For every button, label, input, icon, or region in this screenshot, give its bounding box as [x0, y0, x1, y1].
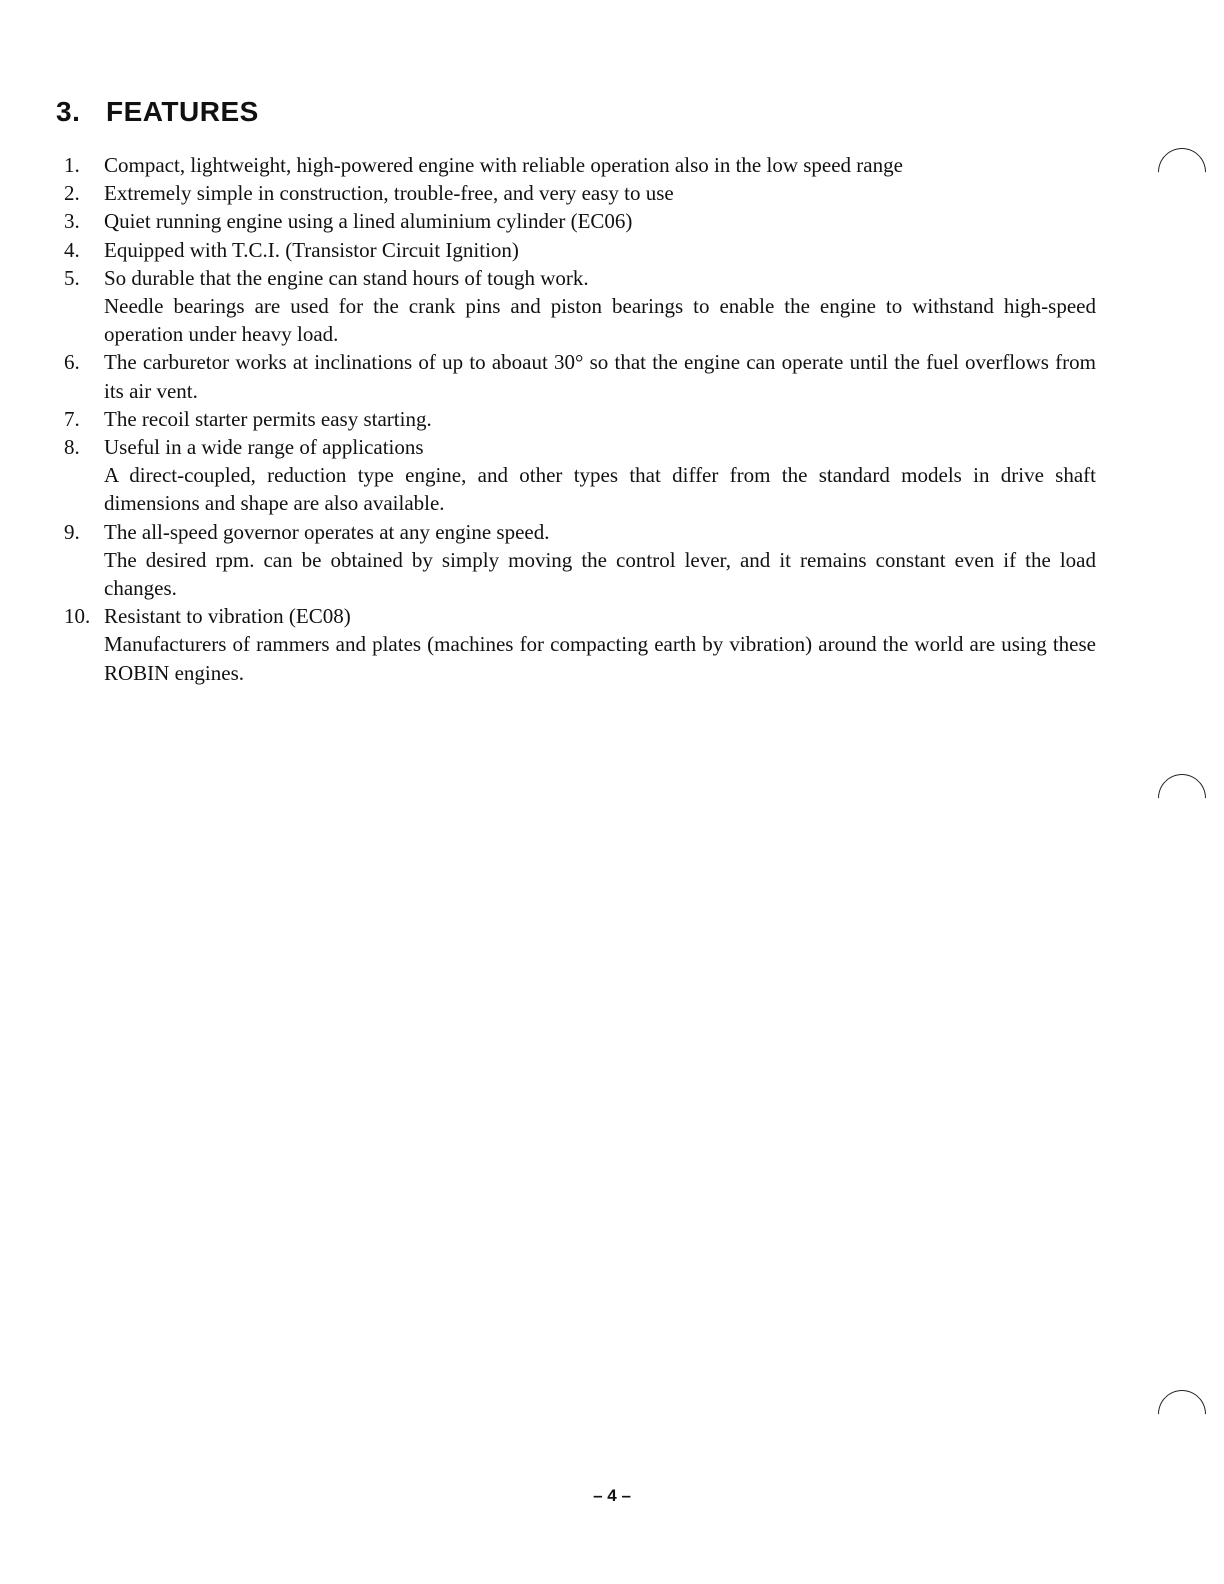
punch-hole-mark — [1148, 1380, 1216, 1448]
feature-detail: Needle bearings are used for the crank pins and piston bearings to enable the engine to withstand high-speed operation under heavy load. — [104, 294, 1096, 347]
feature-number: 2. — [64, 181, 80, 206]
feature-number: 4. — [64, 237, 80, 262]
section-number: 3. — [56, 96, 81, 127]
punch-hole-mark — [1148, 764, 1216, 832]
feature-number: 7. — [64, 406, 80, 431]
feature-text: Useful in a wide range of applications — [104, 435, 424, 460]
feature-number: 1. — [64, 153, 80, 177]
feature-item-3 — [52, 207, 1096, 235]
section-heading — [56, 96, 259, 128]
feature-detail: Manufacturers of rammers and plates (machines for compacting earth by vibration) around the world are using these ROBIN engines. — [104, 632, 1096, 685]
feature-number: 3. — [64, 209, 80, 234]
feature-text: The carburetor works at inclinations of up to aboaut 30° so that the engine can operate until the fuel overflows from its air vent. — [104, 350, 1096, 403]
feature-text: Compact, lightweight, high-powered engine with reliable operation also in the low speed range — [104, 153, 903, 177]
section-title: FEATURES — [106, 96, 259, 127]
feature-detail: A direct-coupled, reduction type engine, and other types that differ from the standard models in drive shaft dimensions and shape are also available. — [104, 463, 1096, 516]
feature-item-4 — [52, 236, 1096, 264]
feature-number: 8. — [64, 435, 80, 460]
feature-text: Equipped with T.C.I. (Transistor Circuit Ignition) — [104, 237, 519, 262]
feature-item-8 — [52, 433, 1096, 518]
feature-text: The all-speed governor operates at any engine speed. — [104, 519, 550, 544]
feature-item-7 — [52, 405, 1096, 433]
feature-number: 10. — [64, 604, 91, 629]
feature-item-1 — [52, 151, 1096, 179]
punch-hole-mark — [1148, 138, 1216, 206]
feature-text: So durable that the engine can stand hours of tough work. — [104, 265, 589, 290]
feature-text: Resistant to vibration (EC08) — [104, 604, 351, 629]
feature-number: 5. — [64, 265, 80, 290]
feature-item-9 — [52, 518, 1096, 603]
feature-item-2 — [52, 179, 1096, 207]
feature-text: Extremely simple in construction, trouble-free, and very easy to use — [104, 181, 674, 206]
feature-item-6 — [52, 348, 1096, 404]
feature-item-5 — [52, 264, 1096, 349]
page-number: – 4 – — [593, 1486, 631, 1505]
features-list — [52, 151, 1096, 687]
feature-text: Quiet running engine using a lined aluminium cylinder (EC06) — [104, 209, 633, 234]
feature-number: 6. — [64, 350, 80, 375]
feature-detail: The desired rpm. can be obtained by simply moving the control lever, and it remains constant even if the load changes. — [104, 547, 1096, 601]
feature-number: 9. — [64, 519, 80, 544]
feature-item-10 — [52, 602, 1096, 687]
feature-text: The recoil starter permits easy starting. — [104, 406, 432, 431]
